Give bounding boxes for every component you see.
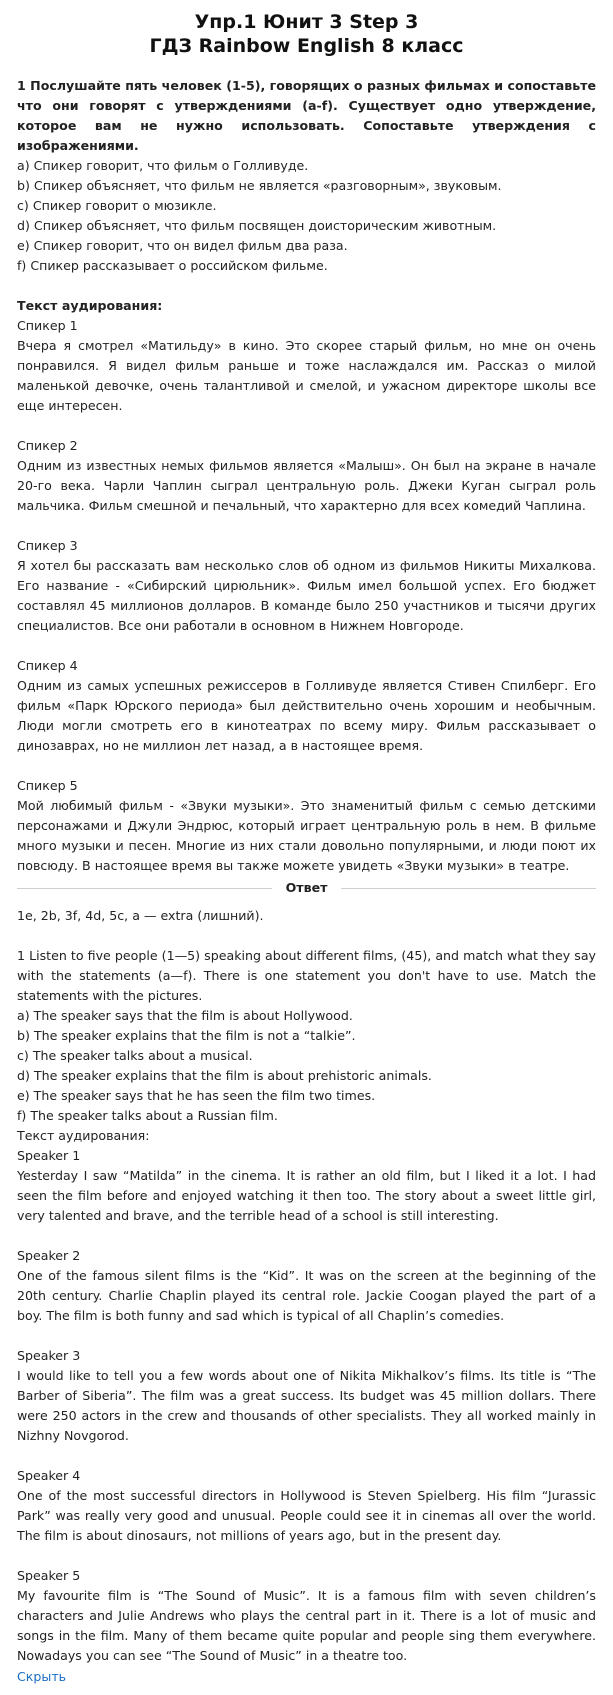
speaker-label-en-3: Speaker 3: [17, 1348, 81, 1363]
speaker-text-en-4: One of the most successful directors in Hollywood is Steven Spielberg. His film “Jurassic Park” was really very good and unusual. People could see it in cinemas all over the world. The film is about dinosaurs, not millions of years ago, but in the present day.: [17, 1488, 596, 1543]
answer-section: [17, 906, 596, 946]
answer-key: 1e, 2b, 3f, 4d, 5c, a — extra (лишний).: [17, 908, 264, 923]
page-title: [17, 10, 596, 58]
answer-label: Ответ: [285, 880, 328, 895]
speaker-text-en-5: My favourite film is “The Sound of Music”. It is a famous film with seven children’s characters and Julie Andrews who plays the central part in it. There is a lot of music and songs in the film. Many of them became quite popular and people sing them everywhere. Nowadays you can see “The Sound of Music” in a theatre too.: [17, 1588, 596, 1663]
instruction-en: 1 Listen to five people (1—5) speaking about different films, (45), and match what they say with the statements (a—f). There is one statement you don't have to use. Match the statements with the pictures.: [17, 948, 596, 1003]
speaker-label-ru-1: Спикер 1: [17, 318, 78, 333]
statement-en-a: a) The speaker says that the film is about Hollywood.: [17, 1008, 353, 1023]
task-en: [17, 946, 596, 1666]
statement-en-b: b) The speaker explains that the film is not a “talkie”.: [17, 1028, 356, 1043]
title-line-2: ГДЗ Rainbow English 8 класс: [149, 35, 464, 57]
statement-ru-e: e) Спикер говорит, что он видел фильм два раза.: [17, 238, 348, 253]
statement-ru-a: a) Спикер говорит, что фильм о Голливуде.: [17, 158, 309, 173]
statement-en-e: e) The speaker says that he has seen the film two times.: [17, 1088, 376, 1103]
speaker-label-en-2: Speaker 2: [17, 1248, 81, 1263]
speaker-label-ru-3: Спикер 3: [17, 538, 78, 553]
statement-en-d: d) The speaker explains that the film is about prehistoric animals.: [17, 1068, 432, 1083]
speaker-text-en-3: I would like to tell you a few words about one of Nikita Mikhalkov’s films. Its title is “The Barber of Siberia”. The film was a great success. Its budget was 45 million dollars. There were 250 actors in the crew and thousands of other specialists. They all worked mainly in Nizhny Novgorod.: [17, 1368, 596, 1443]
speaker-label-ru-5: Спикер 5: [17, 778, 78, 793]
statement-ru-f: f) Спикер рассказывает о российском фильме.: [17, 258, 328, 273]
statement-en-c: c) The speaker talks about a musical.: [17, 1048, 253, 1063]
statement-en-f: f) The speaker talks about a Russian film.: [17, 1108, 278, 1123]
separator-line-left: [17, 888, 272, 889]
speaker-label-en-1: Speaker 1: [17, 1148, 81, 1163]
listening-heading-en: Текст аудирования:: [17, 1128, 150, 1143]
speaker-label-ru-4: Спикер 4: [17, 658, 78, 673]
speaker-text-en-1: Yesterday I saw “Matilda” in the cinema. It is rather an old film, but I liked it a lot. I had seen the film before and enjoyed watching it then too. The story about a sweet little girl, very talented and brave, and the terrible head of a school is still interesting.: [17, 1168, 596, 1223]
speaker-label-en-5: Speaker 5: [17, 1568, 81, 1583]
speaker-label-ru-2: Спикер 2: [17, 438, 78, 453]
statement-ru-c: c) Спикер говорит о мюзикле.: [17, 198, 217, 213]
task-ru: [17, 76, 596, 876]
speaker-text-en-2: One of the famous silent films is the “Kid”. It was on the screen at the beginning of the 20th century. Charlie Chaplin played its central role. Jackie Coogan played the part of a boy. The film is both funny and sad which is typical of all Chaplin’s comedies.: [17, 1268, 596, 1323]
speaker-text-ru-3: Я хотел бы рассказать вам несколько слов об одном из фильмов Никиты Михалкова. Его название - «Сибирский цирюльник». Фильм имел большой успех. Его бюджет составлял 45 миллионов долларов. В команде было 250 участников и тысячи других специалистов. Все они работали в основном в Нижнем Новгороде.: [17, 558, 596, 633]
statement-ru-d: d) Спикер объясняет, что фильм посвящен доисторическим животным.: [17, 218, 497, 233]
statement-ru-b: b) Спикер объясняет, что фильм не является «разговорным», звуковым.: [17, 178, 502, 193]
listening-heading-ru: Текст аудирования:: [17, 298, 163, 313]
speaker-text-ru-5: Мой любимый фильм - «Звуки музыки». Это знаменитый фильм с семью детскими персонажами и Джули Эндрюс, который играет центральную роль в нем. В фильме много музыки и песен. Многие из них стали довольно популярными, и люди поют их повсюду. В настоящее время вы также можете увидеть «Звуки музыки» в театре.: [17, 798, 596, 873]
speaker-text-ru-1: Вчера я смотрел «Матильду» в кино. Это скорее старый фильм, но мне он очень понравился. Я видел фильм раньше и тоже наслаждался им. Рассказ о милой маленькой девочке, очень талантливой и смелой, и ужасном директоре школы все еще интересен.: [17, 338, 596, 413]
instruction-ru: 1 Послушайте пять человек (1-5), говорящих о разных фильмах и сопоставьте что они говорят с утверждениями (a-f). Существует одно утверждение, которое вам не нужно использовать. Сопоставьте утверждения с изображениями.: [17, 78, 596, 153]
speaker-text-ru-4: Одним из самых успешных режиссеров в Голливуде является Стивен Спилберг. Его фильм «Парк Юрского периода» был действительно очень хорошим и необычным. Люди могли смотреть его в кинотеатрах по всему миру. Фильм рассказывает о динозаврах, но не миллион лет назад, а в настоящее время.: [17, 678, 596, 753]
separator-line-right: [341, 888, 596, 889]
speaker-label-en-4: Speaker 4: [17, 1468, 81, 1483]
answer-separator: [17, 878, 596, 898]
hide-link[interactable]: Скрыть: [17, 1669, 67, 1684]
title-line-1: Упр.1 Юнит 3 Step 3: [194, 11, 419, 33]
speaker-text-ru-2: Одним из известных немых фильмов является «Малыш». Он был на экране в начале 20-го века. Чарли Чаплин сыграл центральную роль. Джеки Куган сыграл роль мальчика. Фильм смешной и печальный, что характерно для всех комедий Чаплина.: [17, 458, 596, 513]
